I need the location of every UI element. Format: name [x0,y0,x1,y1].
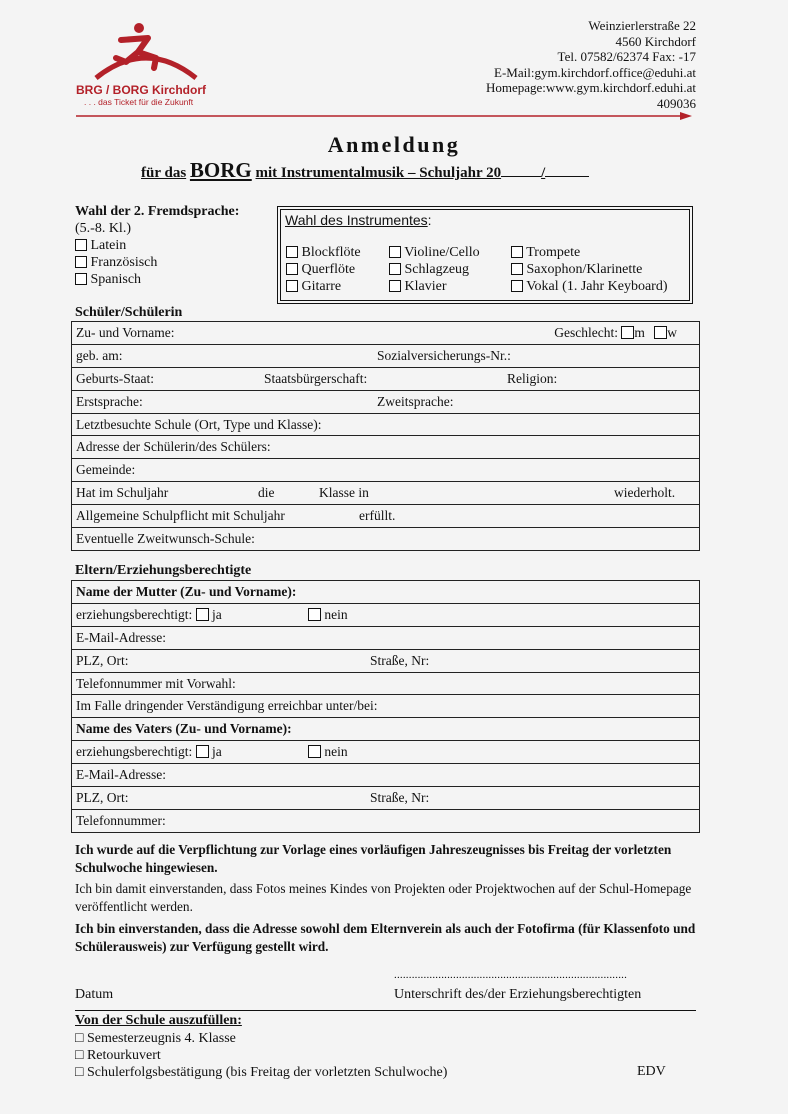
gender-group [554,325,677,341]
no-option[interactable] [308,607,348,623]
table-row [72,603,700,626]
statement-certificate: Ich wurde auf die Verpflichtung zur Vorlage eines vorläufigen Jahreszeugnisses bis Freitag der vorletzten Schulwoche hingewiesen. [75,842,672,875]
table-row [72,695,700,718]
field-label: E-Mail-Adresse: [76,629,166,645]
page-subtitle [141,158,589,183]
field-label: Staatsbürgerschaft: [264,370,368,386]
table-row [72,528,700,551]
instrument-label: Saxophon/Klarinette [526,262,643,277]
field-label: Geburts-Staat: [76,370,154,386]
language-grades: (5.-8. Kl.) [75,221,131,236]
checkbox[interactable] [511,280,523,292]
instrument-option[interactable] [389,278,480,295]
checkbox-yes[interactable] [196,608,209,621]
table-row [72,809,700,832]
instrument-label: Gitarre [301,279,342,294]
no-option[interactable] [308,744,348,760]
signature-label: Unterschrift des/der Erziehungsberechtigten [394,987,642,1002]
field-repeat[interactable] [72,482,700,505]
school-use-rule [75,1010,696,1011]
signature-dots[interactable]: ............................................................................... [394,969,628,981]
table-row [72,367,700,390]
instrument-option[interactable] [286,261,361,278]
checkbox[interactable] [389,246,401,258]
table-row [72,390,700,413]
address-line: E-Mail:gym.kirchdorf.office@eduhi.at [494,64,696,80]
table-row [72,649,700,672]
field-label: Religion: [507,370,558,386]
logo-runner-icon [76,18,216,80]
field-mother-guardian[interactable] [72,603,700,626]
field-label: Straße, Nr: [370,652,430,668]
field-label: Eventuelle Zweitwunsch-Schule: [76,530,255,546]
subtitle-year-blank-2[interactable] [545,176,589,177]
instruments-col-1 [286,244,361,295]
table-row [72,344,700,367]
field-father-email[interactable] [72,764,700,787]
no-label: nein [324,606,348,622]
table-row [72,764,700,787]
field-phone-prefix[interactable] [72,672,700,695]
table-row [72,322,700,345]
yes-label: ja [211,744,222,760]
instrument-label: Blockflöte [301,245,361,260]
table-row [72,505,700,528]
instrument-label: Schlagzeug [404,262,470,277]
field-last-school[interactable] [72,413,700,436]
language-section [75,203,239,288]
field-label: Sozialversicherungs-Nr.: [377,347,511,363]
field-label: Gemeinde: [76,462,136,478]
school-address [486,18,696,111]
subtitle-year-blank[interactable] [501,176,541,177]
instrument-option[interactable] [286,244,361,261]
statement-photos: Ich bin damit einverstanden, dass Fotos meines Kindes von Projekten oder Projektwochen auf der Schul-Homepage veröffentlicht werden. [75,881,692,914]
language-option[interactable] [75,271,239,288]
subtitle-post: mit Instrumentalmusik – Schuljahr 20 [255,165,502,181]
field-mother-name[interactable] [72,581,700,604]
field-label: Allgemeine Schulpflicht mit Schuljahr [76,508,285,524]
checkbox[interactable] [286,246,298,258]
student-heading: Schüler/Schülerin [75,305,183,320]
checkbox[interactable] [75,273,87,285]
field-label: E-Mail-Adresse: [76,767,166,783]
school-use-item: □ Schulerfolgsbestätigung (bis Freitag der vorletzten Schulwoche) [75,1065,448,1080]
table-row [72,741,700,764]
field-label: erfüllt. [359,508,396,524]
field-birth[interactable] [72,344,700,367]
instrument-option[interactable] [511,261,668,278]
table-row [72,413,700,436]
field-compulsory[interactable] [72,505,700,528]
field-father-phone[interactable] [72,809,700,832]
page-title: Anmeldung [327,132,461,157]
field-label: Hat im Schuljahr [76,485,169,501]
yes-label: ja [211,606,222,622]
instrument-label: Trompete [526,245,581,260]
subtitle-pre: für das [141,165,187,181]
language-option-label: Französisch [90,255,158,270]
school-use-list [75,1030,447,1081]
field-label: erziehungsberechtigt: [76,606,193,622]
gender-m-label: m [634,325,645,340]
field-father-name[interactable] [72,718,700,741]
instrument-label: Vokal (1. Jahr Keyboard) [526,279,668,294]
date-label: Datum [75,987,114,1002]
school-use-item: □ Retourkuvert [75,1048,161,1063]
instrument-label: Querflöte [301,262,356,277]
field-label: Zu- und Vorname: [76,324,175,340]
instrument-option[interactable] [389,261,480,278]
field-label: PLZ, Ort: [76,652,129,668]
no-label: nein [324,744,348,760]
instruments-col-2 [389,244,480,295]
field-emergency[interactable] [72,695,700,718]
instruments-box [280,209,690,301]
field-label: Erstsprache: [76,393,143,409]
field-address[interactable] [72,436,700,459]
language-option[interactable] [75,237,239,254]
field-birth-state[interactable] [72,367,700,390]
field-father-guardian[interactable] [72,741,700,764]
field-label: erziehungsberechtigt: [76,744,193,760]
school-logo [76,18,216,110]
checkbox[interactable] [75,239,87,251]
checkbox[interactable] [286,263,298,275]
table-row [72,482,700,505]
parents-heading: Eltern/Erziehungsberechtigte [75,563,252,578]
table-row [72,626,700,649]
field-label: Telefonnummer: [76,812,166,828]
field-label: Letztbesuchte Schule (Ort, Type und Klasse): [76,416,322,432]
checkbox-yes[interactable] [196,745,209,758]
checkbox[interactable] [511,246,523,258]
table-row [72,672,700,695]
instrument-option[interactable] [511,244,668,261]
instruments-col-3 [511,244,668,295]
instrument-label: Klavier [404,279,447,294]
address-line: 409036 [657,95,696,111]
logo-text: BRG / BORG Kirchdorf [76,83,207,97]
instrument-option[interactable] [511,278,668,295]
subtitle-borg: BORG [189,158,252,182]
checkbox-w[interactable] [654,326,667,339]
field-languages[interactable] [72,390,700,413]
address-line: 4560 Kirchdorf [615,33,696,49]
checkbox-m[interactable] [621,326,634,339]
language-option-label: Latein [90,238,127,253]
checkbox[interactable] [389,280,401,292]
checkbox[interactable] [75,256,87,268]
instruments-heading-colon: : [427,212,432,228]
gender-label: Geschlecht: [554,325,618,340]
field-mother-email[interactable] [72,626,700,649]
subtitle-slash: / [541,165,546,181]
table-row [72,581,700,604]
language-option[interactable] [75,254,239,271]
checkbox-no[interactable] [308,745,321,758]
parents-table [71,580,700,833]
gender-w-label: w [667,325,677,340]
field-label: wiederholt. [614,485,676,501]
header-rule [76,111,696,121]
instrument-option[interactable] [389,244,480,261]
field-mother-zip[interactable] [72,649,700,672]
instrument-label: Violine/Cello [404,245,480,260]
checkbox[interactable] [286,280,298,292]
checkbox[interactable] [389,263,401,275]
language-heading: Wahl der 2. Fremdsprache: [75,204,240,219]
table-row [72,787,700,810]
address-line: Weinzierlerstraße 22 [588,18,696,33]
field-label: Im Falle dringender Verständigung erreichbar unter/bei: [76,698,378,714]
table-row [72,436,700,459]
instruments-heading-text: Wahl des Instrumentes [285,212,428,228]
field-municipality[interactable] [72,459,700,482]
checkbox[interactable] [511,263,523,275]
table-row [72,459,700,482]
statement-address: Ich bin einverstanden, dass die Adresse sowohl dem Elternverein als auch der Fotofirma (für Klassenfoto und Schülerausweis) zur Verfügung gestellt wird. [75,921,696,954]
field-label: Straße, Nr: [370,790,430,806]
field-label: Telefonnummer mit Vorwahl: [76,675,236,691]
instrument-option[interactable] [286,278,361,295]
logo-slogan: . . . das Ticket für die Zukunft [84,97,194,107]
checkbox-no[interactable] [308,608,321,621]
field-label: Adresse der Schülerin/des Schülers: [76,439,271,455]
field-label: Zweitsprache: [377,393,454,409]
school-use-heading: Von der Schule auszufüllen: [75,1013,242,1028]
field-father-zip[interactable] [72,787,700,810]
instruments-heading [285,212,432,228]
field-label: die [258,485,275,501]
field-second-choice[interactable] [72,528,700,551]
language-option-label: Spanisch [90,272,142,287]
field-label: Klasse in [319,485,369,501]
field-label: Name der Mutter (Zu- und Vorname): [76,583,297,599]
school-use-item: □ Semesterzeugnis 4. Klasse [75,1031,236,1046]
field-name[interactable] [72,322,700,345]
address-line: Tel. 07582/62374 Fax: -17 [557,49,696,64]
field-label: geb. am: [76,347,123,363]
table-row [72,718,700,741]
student-table [71,321,700,551]
field-label: Name des Vaters (Zu- und Vorname): [76,721,292,737]
edv-label: EDV [637,1064,666,1079]
field-label: PLZ, Ort: [76,789,129,805]
address-line: Homepage:www.gym.kirchdorf.eduhi.at [486,80,696,95]
